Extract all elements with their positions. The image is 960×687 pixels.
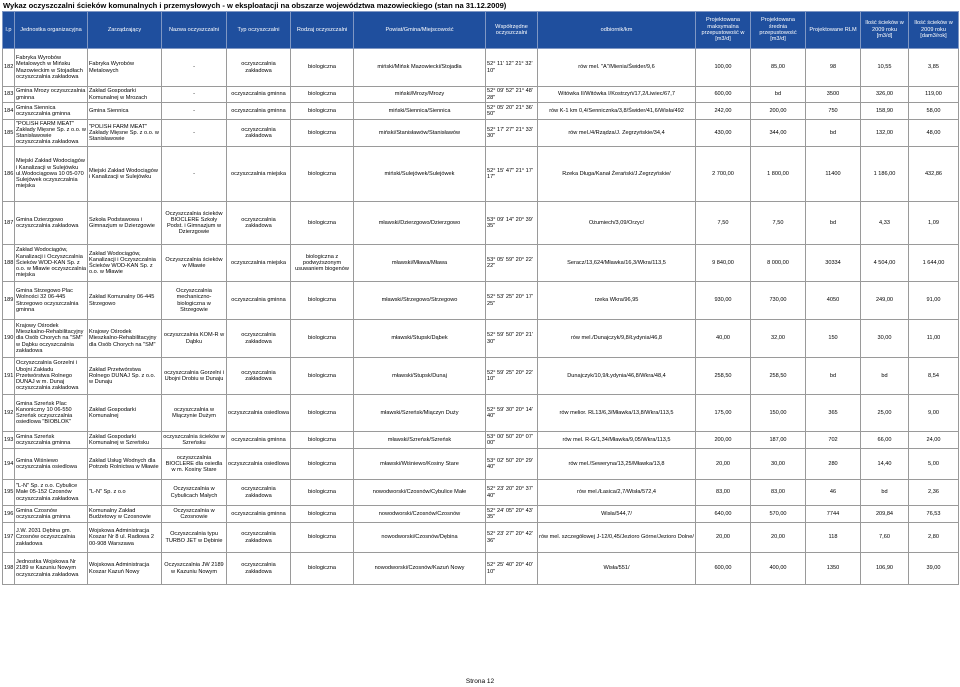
cell-powiat: mławski/Stupsk/Dąbek [354, 320, 486, 358]
cell-q2009r: 11,00 [909, 320, 959, 358]
cell-powiat: miński/Mińsk Mazowiecki/Stojadła [354, 49, 486, 87]
cell-q2009r: 1,09 [909, 202, 959, 245]
cell-q2009d: 132,00 [861, 120, 909, 147]
cell-zarzadzajacy: Zakład Komunalny 06-445 Strzegowo [88, 282, 162, 320]
cell-lp: 185 [3, 120, 15, 147]
cell-powiat: mławski/Mława/Mława [354, 245, 486, 282]
column-header: Jednostka organizacyjna [15, 12, 88, 49]
table-row [3, 147, 959, 202]
cell-nazwa: - [162, 49, 227, 87]
cell-q2009d: 4,33 [861, 202, 909, 245]
cell-zarzadzajacy: Miejski Zakład Wodociągów i Kanalizacji w Sulejówku [88, 147, 162, 202]
cell-nazwa: Oczyszczalnia w Cybulicach Małych [162, 480, 227, 506]
cell-rodzaj: biologiczna [291, 395, 354, 432]
cell-qsr: 400,00 [751, 553, 806, 585]
cell-wsp: 52° 09' 52" 21° 48' 28" [486, 87, 538, 103]
column-header: Nazwa oczyszczalni [162, 12, 227, 49]
cell-typ: oczyszczalnia miejska [227, 147, 291, 202]
cell-zarzadzajacy: "L-N" Sp. z o.o [88, 480, 162, 506]
table-row [3, 449, 959, 480]
cell-zarzadzajacy: Zakład Usług Wodnych dla Potrzeb Rolnictwa w Mławie [88, 449, 162, 480]
cell-wsp: 52° 59' 25" 20° 22' 10" [486, 358, 538, 395]
cell-rlm: 118 [806, 523, 861, 553]
cell-odbiornik: rów K-1 km 0,4/Sennicznka/3,8/Świder/41,6/Wisła/492 [538, 103, 696, 120]
cell-rlm: 7744 [806, 506, 861, 523]
cell-lp: 187 [3, 202, 15, 245]
cell-qsr: 83,00 [751, 480, 806, 506]
cell-q2009r: 2,36 [909, 480, 959, 506]
cell-qmax: 7,50 [696, 202, 751, 245]
cell-zarzadzajacy: Zakład Gospodarki Komunalnej w Szreńsku [88, 432, 162, 449]
column-header: Ilość ścieków w 2009 roku [m3/d] [861, 12, 909, 49]
cell-odbiornik: Wisła/551/ [538, 553, 696, 585]
cell-wsp: 52° 23' 20" 20° 37' 40" [486, 480, 538, 506]
cell-q2009d: 10,55 [861, 49, 909, 87]
cell-q2009r: 8,54 [909, 358, 959, 395]
column-header: Rodzaj oczyszczalni [291, 12, 354, 49]
table-body [3, 49, 959, 585]
document-title: Wykaz oczyszczalni ścieków komunalnych i przemysłowych - w eksploatacji na obszarze województwa mazowieckiego (stan na 31.12.2009) [3, 1, 507, 10]
cell-zarzadzajacy: Szkoła Podstawowa i Gimnazjum w Dzierzgowie [88, 202, 162, 245]
cell-rlm: 4050 [806, 282, 861, 320]
cell-q2009d: 25,00 [861, 395, 909, 432]
cell-nazwa: Oczyszczalnia mechaniczno-biologiczna w Strzegowie [162, 282, 227, 320]
cell-lp: 186 [3, 147, 15, 202]
cell-q2009r: 91,00 [909, 282, 959, 320]
cell-nazwa: - [162, 87, 227, 103]
table-row [3, 202, 959, 245]
cell-typ: oczyszczalnia osiedlowa [227, 449, 291, 480]
column-header: Projektowana maksymalna przepustowość w [m3/d] [696, 12, 751, 49]
cell-jednostka: "POLISH FARM MEAT" Zakłady Mięsne Sp. z o.o. w Stanisławowie oczyszczalnia zakładowa [16, 120, 86, 146]
cell-q2009d: 209,84 [861, 506, 909, 523]
cell-lp: 190 [3, 320, 15, 358]
column-header: odbiornik/km [538, 12, 696, 49]
cell-powiat: nowodworski/Czosnów/Kazuń Nowy [354, 553, 486, 585]
table-row [3, 523, 959, 553]
cell-rodzaj: biologiczna z podwyższonym usuwaniem biogenów [291, 245, 354, 282]
column-header: Projektowane RLM [806, 12, 861, 49]
cell-jednostka: Gmina Mrozy oczyszczalnia gminna [15, 87, 88, 103]
cell-typ: oczyszczalnia gminna [227, 103, 291, 120]
table-row [3, 103, 959, 120]
cell-zarzadzajacy: Gmina Siennica [88, 103, 162, 120]
cell-q2009r: 9,00 [909, 395, 959, 432]
cell-typ: oczyszczalnia zakładowa [227, 523, 291, 553]
cell-rlm: bd [806, 358, 861, 395]
cell-typ: oczyszczalnia zakładowa [227, 202, 291, 245]
cell-qsr: 730,00 [751, 282, 806, 320]
cell-qmax: 258,50 [696, 358, 751, 395]
cell-jednostka: "L-N" Sp. z o.o. Cybulice Małe 05-152 Czosnów oczyszczalnia zakładowa [15, 480, 88, 506]
cell-odbiornik: Rzeka Długa/Kanał Żerański/J.Zegrzyńskie/ [538, 147, 696, 202]
cell-odbiornik: Ożumiech/3,09/Orzyc/ [538, 202, 696, 245]
cell-typ: oczyszczalnia zakładowa [227, 358, 291, 395]
cell-wsp: 52° 11' 12" 21° 32' 10" [486, 49, 538, 87]
cell-rlm: 30334 [806, 245, 861, 282]
table-header-row [3, 12, 959, 49]
cell-wsp: 52° 17' 27" 21° 33' 30" [486, 120, 538, 147]
cell-typ: oczyszczalnia miejska [227, 245, 291, 282]
cell-rlm: 702 [806, 432, 861, 449]
cell-jednostka: Jednostka Wojskowa Nr 2189 w Kazuniu Nowym oczyszczalnia zakładowa [15, 553, 88, 585]
cell-rodzaj: biologiczna [291, 432, 354, 449]
cell-rodzaj: biologiczna [291, 282, 354, 320]
cell-nazwa: - [162, 120, 227, 147]
cell-qsr: 8 000,00 [751, 245, 806, 282]
cell-q2009r: 1 644,00 [909, 245, 959, 282]
column-header: Projektowana średnia przepustowość [m3/d] [751, 12, 806, 49]
cell-q2009r: 432,86 [909, 147, 959, 202]
cell-q2009d: 106,90 [861, 553, 909, 585]
cell-q2009d: 4 504,00 [861, 245, 909, 282]
cell-typ: oczyszczalnia zakładowa [227, 320, 291, 358]
cell-zarzadzajacy: "POLISH FARM MEAT" Zakłady Mięsne Sp. z o.o. w Stanisławowie [88, 120, 162, 147]
cell-typ: oczyszczalnia gminna [227, 432, 291, 449]
column-header: Powiat/Gmina/Miejscowość [354, 12, 486, 49]
cell-typ: oczyszczalnia gminna [227, 87, 291, 103]
cell-q2009d: 14,40 [861, 449, 909, 480]
table-row [3, 120, 959, 147]
cell-nazwa: Oczyszczalnia JW 2189 w Kazuniu Nowym [162, 553, 227, 585]
cell-zarzadzajacy: Zakład Gospodarki Komunalnej w Mrozach [88, 87, 162, 103]
cell-rlm: bd [806, 202, 861, 245]
cell-wsp: 52° 59' 30" 20° 14' 40" [486, 395, 538, 432]
table-row [3, 506, 959, 523]
cell-rodzaj: biologiczna [291, 449, 354, 480]
cell-lp: 195 [3, 480, 15, 506]
cell-odbiornik: Dunajczyk/10,9/Łydynia/46,8/Wkra/48,4 [538, 358, 696, 395]
cell-odbiornik: Witówka II/Witówka I/Kostrzyń/17,2/Liwiec/67,7 [538, 87, 696, 103]
cell-powiat: mławski/Szreńsk/Szreńsk [354, 432, 486, 449]
cell-jednostka: Gmina Czosnów oczyszczalnia gminna [15, 506, 88, 523]
cell-q2009r: 2,80 [909, 523, 959, 553]
cell-lp: 196 [3, 506, 15, 523]
cell-q2009d: 249,00 [861, 282, 909, 320]
cell-odbiornik: Seracz/13,624/Mławka/16,3/Wkra/113,5 [538, 245, 696, 282]
cell-q2009r: 39,00 [909, 553, 959, 585]
cell-q2009d: bd [861, 358, 909, 395]
cell-zarzadzajacy: Wojskowa Administracja Koszar Kazuń Nowy [88, 553, 162, 585]
cell-nazwa: Oczyszczalnia w Czosnowie [162, 506, 227, 523]
cell-odbiornik: rów mel./4/Rządza/J. Zegrzyńskie/34,4 [538, 120, 696, 147]
cell-qsr: 150,00 [751, 395, 806, 432]
cell-qsr: 32,00 [751, 320, 806, 358]
cell-qsr: 344,00 [751, 120, 806, 147]
cell-qmax: 600,00 [696, 553, 751, 585]
table-row [3, 320, 959, 358]
cell-qmax: 175,00 [696, 395, 751, 432]
cell-powiat: mławski/Wiśniewo/Kosiny Stare [354, 449, 486, 480]
table-row [3, 553, 959, 585]
cell-qmax: 40,00 [696, 320, 751, 358]
cell-wsp: 52° 15' 47" 21° 17' 17" [486, 147, 538, 202]
cell-qmax: 83,00 [696, 480, 751, 506]
cell-qsr: 20,00 [751, 523, 806, 553]
cell-powiat: mławski/Szreńsk/Miączyn Duży [354, 395, 486, 432]
column-header: Zarządzający [88, 12, 162, 49]
cell-odbiornik: rów mel./Łasica/2,7/Wisła/572,4 [538, 480, 696, 506]
cell-typ: oczyszczalnia gminna [227, 506, 291, 523]
cell-q2009r: 3,85 [909, 49, 959, 87]
cell-zarzadzajacy: Zakład Przetwórstwa Rolnego DUNAJ Sp. z o.o. w Dunaju [88, 358, 162, 395]
cell-q2009r: 24,00 [909, 432, 959, 449]
cell-typ: oczyszczalnia zakładowa [227, 120, 291, 147]
cell-rodzaj: biologiczna [291, 120, 354, 147]
cell-q2009d: 30,00 [861, 320, 909, 358]
page-footer: Strona 12 [465, 678, 495, 685]
cell-odbiornik: rów mel./Seweryna/13,25/Mławka/13,8 [538, 449, 696, 480]
cell-q2009d: 7,60 [861, 523, 909, 553]
cell-odbiornik: rzeka Wkra/96,95 [538, 282, 696, 320]
cell-rlm: 750 [806, 103, 861, 120]
cell-rodzaj: biologiczna [291, 103, 354, 120]
cell-odbiornik: Wisła/544,7/ [538, 506, 696, 523]
cell-rlm: 11400 [806, 147, 861, 202]
cell-rlm: 3500 [806, 87, 861, 103]
cell-lp: 183 [3, 87, 15, 103]
cell-jednostka: J.W. 2031 Dębina gm. Czosnów oczyszczalnia zakładowa [15, 523, 88, 553]
cell-rodzaj: biologiczna [291, 147, 354, 202]
cell-wsp: 52° 23' 27" 20° 42' 36" [486, 523, 538, 553]
cell-qmax: 20,00 [696, 449, 751, 480]
table-row [3, 395, 959, 432]
cell-lp: 184 [3, 103, 15, 120]
table-row [3, 480, 959, 506]
cell-qsr: 258,50 [751, 358, 806, 395]
cell-qsr: bd [751, 87, 806, 103]
cell-powiat: miński/Sulejówek/Sulejówek [354, 147, 486, 202]
cell-powiat: nowodworski/Czosnów/Czosnów [354, 506, 486, 523]
cell-rodzaj: biologiczna [291, 320, 354, 358]
cell-powiat: mławski/Strzegowo/Strzegowo [354, 282, 486, 320]
cell-q2009d: bd [861, 480, 909, 506]
cell-odbiornik: rów mel./Dunajczyk/9,8/Łydynia/46,8 [538, 320, 696, 358]
cell-nazwa: oczyszczalnia BIOCLERE dla osiedla w m. Kosiny Stare [162, 449, 227, 480]
cell-nazwa: oczyszczalnia KOM-R w Dąbku [162, 320, 227, 358]
cell-rlm: 280 [806, 449, 861, 480]
table-row [3, 245, 959, 282]
cell-qmax: 100,00 [696, 49, 751, 87]
cell-jednostka: Miejski Zakład Wodociągów i Kanalizacji w Sulejówku ul.Wodociągowa 10 05-070 Sulejówek oczyszczalnia miejska [15, 147, 88, 202]
cell-typ: oczyszczalnia osiedlowa [227, 395, 291, 432]
cell-qsr: 187,00 [751, 432, 806, 449]
cell-jednostka: Gmina Szreńsk oczyszczalnia gminna [15, 432, 88, 449]
cell-lp: 191 [3, 358, 15, 395]
cell-lp: 198 [3, 553, 15, 585]
cell-zarzadzajacy: Komunalny Zakład Budżetowy w Czosnowie [88, 506, 162, 523]
cell-powiat: miński/Mrozy/Mrozy [354, 87, 486, 103]
cell-q2009r: 48,00 [909, 120, 959, 147]
cell-rodzaj: biologiczna [291, 87, 354, 103]
cell-lp: 194 [3, 449, 15, 480]
cell-qsr: 85,00 [751, 49, 806, 87]
cell-typ: oczyszczalnia zakładowa [227, 49, 291, 87]
cell-jednostka: Gmina Wiśniewo oczyszczalnia osiedlowa [15, 449, 88, 480]
cell-zarzadzajacy: Wojskowa Administracja Koszar Nr 8 ul. Radiowa 2 00-908 Warszawa [88, 523, 162, 553]
cell-q2009d: 158,90 [861, 103, 909, 120]
cell-qsr: 1 800,00 [751, 147, 806, 202]
cell-qsr: 30,00 [751, 449, 806, 480]
cell-lp: 193 [3, 432, 15, 449]
cell-rodzaj: biologiczna [291, 202, 354, 245]
cell-zarzadzajacy: Zakład Gospodarki Komunalnej [88, 395, 162, 432]
cell-qmax: 600,00 [696, 87, 751, 103]
cell-powiat: miński/Stanisławów/Stanisławów [354, 120, 486, 147]
cell-qsr: 200,00 [751, 103, 806, 120]
cell-qmax: 2 700,00 [696, 147, 751, 202]
cell-rlm: 365 [806, 395, 861, 432]
cell-nazwa: Oczyszczalnia ścieków w Mławie [162, 245, 227, 282]
cell-jednostka: Krajowy Ośrodek Mieszkalno-Rehabilitacyjny dla Osób Chorych na "SM" w Dąbku oczyszczalnia zakładowa [15, 320, 88, 358]
cell-wsp: 52° 25' 40" 20° 40' 10" [486, 553, 538, 585]
cell-typ: oczyszczalnia zakładowa [227, 480, 291, 506]
column-header: Współrzędne oczyszczalni [486, 12, 538, 49]
cell-odbiornik: rów mel. "A"/Mienia/Świder/9,6 [538, 49, 696, 87]
cell-wsp: 52° 53' 25" 20° 17' 25" [486, 282, 538, 320]
cell-powiat: nowodworski/Czosnów/Cybulice Małe [354, 480, 486, 506]
table-row [3, 358, 959, 395]
cell-rlm: 150 [806, 320, 861, 358]
cell-qmax: 20,00 [696, 523, 751, 553]
cell-zarzadzajacy: Zakład Wodociągów, Kanalizacji i Oczyszczalnia Ścieków WOD-KAN Sp. z o.o. w Mławie [88, 245, 162, 282]
cell-nazwa: oczyszczalnia Gorzelni i Ubojni Drobiu w Dunaju [162, 358, 227, 395]
cell-rodzaj: biologiczna [291, 49, 354, 87]
cell-rlm: 46 [806, 480, 861, 506]
cell-lp: 197 [3, 523, 15, 553]
cell-odbiornik: rów melior. RL13/6,3/Mławka/13,8/Wkra/113,5 [538, 395, 696, 432]
cell-wsp: 53° 02' 50" 20° 29' 40" [486, 449, 538, 480]
cell-wsp: 53° 09' 14" 20° 39' 35" [486, 202, 538, 245]
column-header: Ilość ścieków w 2009 roku [dam3/rok] [909, 12, 959, 49]
cell-qmax: 430,00 [696, 120, 751, 147]
cell-odbiornik: rów mel. szczegółowej J-12/0,45/Jezioro Górne/Jezioro Dolne/ [538, 523, 696, 553]
cell-wsp: 53° 00' 50" 20° 07' 00" [486, 432, 538, 449]
cell-rlm: 98 [806, 49, 861, 87]
cell-powiat: mławski/Dzierzgowo/Dzierzgowo [354, 202, 486, 245]
cell-wsp: 52° 59' 50" 20° 21' 30" [486, 320, 538, 358]
cell-wsp: 52° 24' 05" 20° 43' 35" [486, 506, 538, 523]
cell-lp: 182 [3, 49, 15, 87]
cell-nazwa: oczyszczalnia ścieków w Szreńsku [162, 432, 227, 449]
cell-zarzadzajacy: Fabryka Wyrobów Metalowych [88, 49, 162, 87]
cell-nazwa: oczyszczalnia w Miączynie Dużym [162, 395, 227, 432]
cell-jednostka: Gmina Szreńsk Plac Kanoniczny 10 06-550 Szreńsk oczyszczalnia osiedlowa "BIOBLOK" [15, 395, 88, 432]
cell-rodzaj: biologiczna [291, 480, 354, 506]
cell-qsr: 570,00 [751, 506, 806, 523]
cell-qmax: 200,00 [696, 432, 751, 449]
cell-qmax: 930,00 [696, 282, 751, 320]
table-row [3, 282, 959, 320]
cell-powiat: miński/Siennica/Siennica [354, 103, 486, 120]
cell-q2009r: 119,00 [909, 87, 959, 103]
cell-wsp: 53° 05' 59" 20° 22' 22" [486, 245, 538, 282]
cell-rodzaj: biologiczna [291, 553, 354, 585]
cell-lp: 192 [3, 395, 15, 432]
cell-qsr: 7,50 [751, 202, 806, 245]
cell-lp: 189 [3, 282, 15, 320]
cell-powiat: nowodworski/Czosnów/Dębina [354, 523, 486, 553]
cell-typ: oczyszczalnia zakładowa [227, 553, 291, 585]
cell-wsp: 52° 05' 20" 21° 36' 50" [486, 103, 538, 120]
cell-qmax: 242,00 [696, 103, 751, 120]
cell-jednostka: Fabryka Wyrobów Metalowych w Mińsku Mazowieckim w Stojadłach oczyszczalnia zakładowa [15, 49, 88, 87]
cell-nazwa: Oczyszczalnia typu TURBO JET w Dębinie [162, 523, 227, 553]
table-row [3, 432, 959, 449]
cell-typ: oczyszczalnia gminna [227, 282, 291, 320]
cell-rodzaj: biologiczna [291, 358, 354, 395]
cell-jednostka: Zakład Wodociągów, Kanalizacji i Oczyszczalnia Ścieków WOD-KAN Sp. z o.o. w Mławie oczyszczalnia miejska [15, 245, 88, 282]
cell-qmax: 9 840,00 [696, 245, 751, 282]
cell-zarzadzajacy: Krajowy Ośrodek Mieszkalno-Rehabilitacyjny dla Osób Chorych na "SM" [88, 320, 162, 358]
cell-q2009d: 326,00 [861, 87, 909, 103]
cell-rlm: 1350 [806, 553, 861, 585]
cell-rlm: bd [806, 120, 861, 147]
column-header: l.p [3, 12, 15, 49]
cell-rodzaj: biologiczna [291, 523, 354, 553]
table-row [3, 87, 959, 103]
table-row [3, 49, 959, 87]
cell-jednostka: Oczyszczalnia Gorzelni i Ubojni Zakładu Przetwórstwa Rolnego DUNAJ w m. Dunaj oczyszczalnia zakładowa [15, 358, 88, 395]
cell-jednostka: Gmina Dzierzgowo oczyszczalnia zakładowa [15, 202, 88, 245]
cell-q2009d: 66,00 [861, 432, 909, 449]
cell-q2009d: 1 186,00 [861, 147, 909, 202]
cell-jednostka: Gmina Siennica oczyszczalnia gminna [15, 103, 88, 120]
cell-nazwa: - [162, 147, 227, 202]
cell-rodzaj: biologiczna [291, 506, 354, 523]
cell-q2009r: 76,53 [909, 506, 959, 523]
cell-q2009r: 58,00 [909, 103, 959, 120]
cell-qmax: 640,00 [696, 506, 751, 523]
cell-q2009r: 5,00 [909, 449, 959, 480]
cell-lp: 188 [3, 245, 15, 282]
column-header: Typ oczyszczalni [227, 12, 291, 49]
wastewater-plants-table [2, 11, 959, 585]
cell-odbiornik: rów mel. R-G/1,34/Mławka/9,05/Wkra/113,5 [538, 432, 696, 449]
cell-jednostka: Gmina Strzegowo Plac Wolności 32 06-445 Strzegowo oczyszczalnia gminna [15, 282, 88, 320]
cell-powiat: mławski/Stupsk/Dunaj [354, 358, 486, 395]
cell-nazwa: - [162, 103, 227, 120]
cell-nazwa: Oczyszczalnia ścieków BIOCLERE Szkoły Podst. i Gimnazjum w Dzierzgowie [162, 202, 227, 245]
